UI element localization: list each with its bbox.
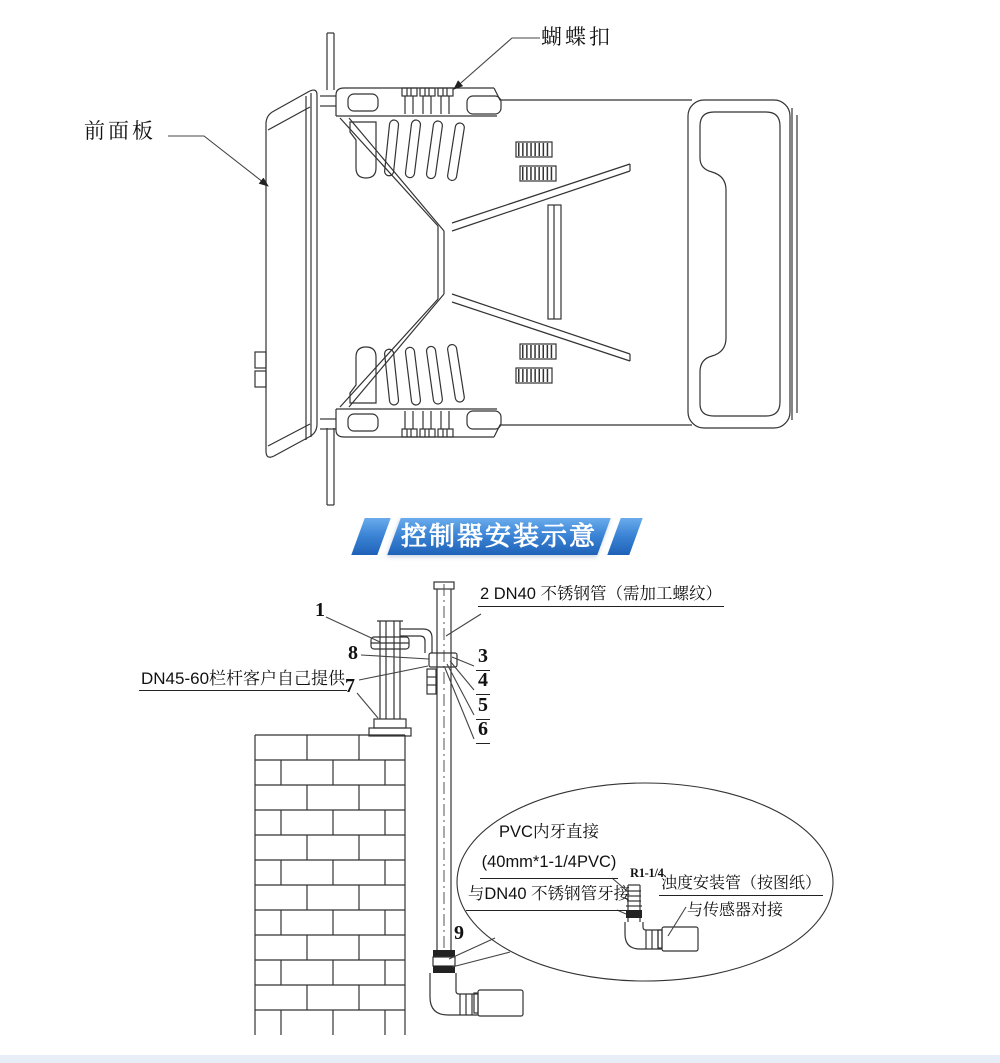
installation-line-drawing [0,560,1000,1063]
pvc-note-line1: PVC内牙直接 [499,823,599,841]
callout-6: 6 [476,717,490,744]
callout-5: 5 [476,693,490,720]
sensor-note-line1: 浊度安装管（按图纸） [659,874,823,896]
banner-title: 控制器安装示意图 [400,521,597,590]
footer-bar [0,1055,1000,1063]
callout-2-pipe-note: 2 DN40 不锈钢管（需加工螺纹） [478,584,724,607]
callout-7: 7 [345,675,355,697]
pvc-note-line2: (40mm*1-1/4PVC) [448,847,650,879]
railing-note: DN45-60栏杆客户自己提供 [139,668,347,691]
callout-1: 1 [315,599,325,621]
thread-size-label: R1-1/4 [630,866,664,880]
banner-right-chip [607,518,642,555]
sensor-note-line2: 与传感器对接 [687,902,784,919]
section-banner [354,517,636,590]
callout-4: 4 [476,668,490,695]
banner-left-chip [351,518,390,555]
callout-9: 9 [454,922,464,944]
pvc-note-line3: 与DN40 不锈钢管牙接 [448,879,650,911]
callout-8: 8 [348,642,358,664]
front-panel-label: 前面板 [84,120,156,143]
callout-3: 3 [476,644,490,671]
controller-line-drawing [0,0,1000,515]
pvc-note [448,817,650,911]
butterfly-clip-label: 蝴蝶扣 [541,26,613,49]
